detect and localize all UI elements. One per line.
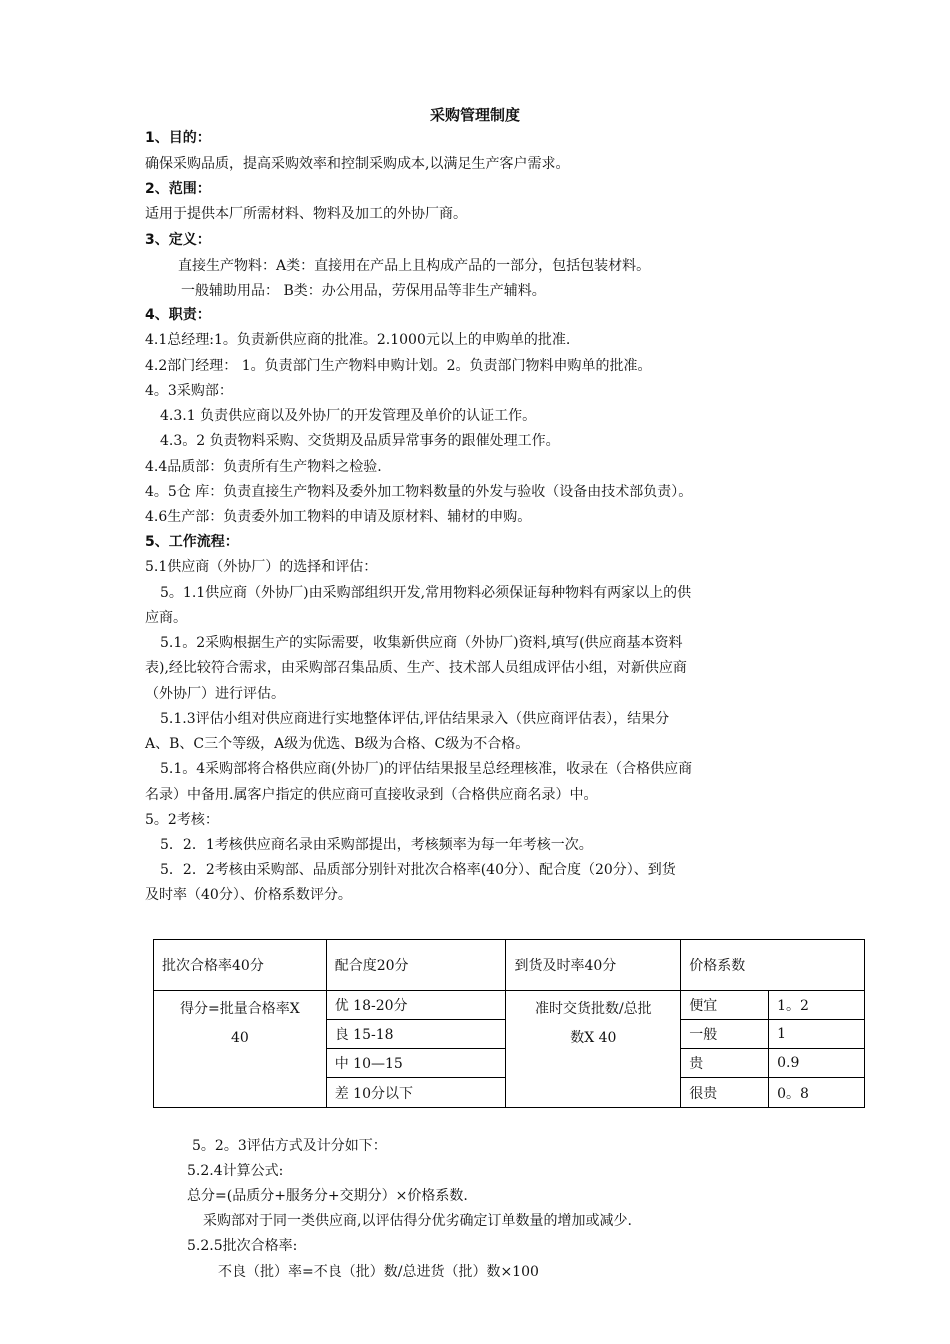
formula-line: 准时交货批数/总批	[534, 1001, 652, 1017]
section-heading-scope: 2、范围：	[145, 181, 211, 197]
evaluation-table	[153, 939, 865, 1108]
paragraph: 不良（批）率=不良（批）数/总进货（批）数×100	[218, 1264, 539, 1280]
section-heading-workflow: 5、工作流程：	[145, 534, 239, 550]
table-row	[154, 991, 865, 1020]
paragraph: 4.3.1 负责供应商以及外协厂的开发管理及单价的认证工作。	[160, 408, 537, 424]
table-header-cell: 配合度20分	[326, 940, 506, 991]
table-header-cell: 价格系数	[681, 940, 865, 991]
table-cell: 良 15-18	[326, 1020, 506, 1049]
paragraph: 4.6生产部：负责委外加工物料的申请及原材料、辅材的申购。	[145, 509, 532, 525]
paragraph: 总分=(品质分+服务分+交期分）×价格系数.	[187, 1188, 468, 1204]
table-cell: 优 18-20分	[326, 991, 506, 1020]
paragraph: 5．2．1考核供应商名录由采购部提出，考核频率为每一年考核一次。	[160, 837, 593, 853]
paragraph: 名录）中备用.属客户指定的供应商可直接收录到（合格供应商名录）中。	[145, 787, 598, 803]
paragraph: 5.2.5批次合格率:	[187, 1238, 298, 1254]
table-header-row	[154, 940, 865, 991]
section-heading-definition: 3、定义：	[145, 232, 211, 248]
paragraph: 5。2。3评估方式及计分如下：	[192, 1138, 387, 1154]
table-cell: 便宜	[681, 991, 769, 1020]
paragraph: 5．2．2考核由采购部、品质部分别针对批次合格率(40分）、配合度（20分）、到货	[160, 862, 676, 878]
paragraph: 直接生产物料：A类：直接用在产品上且构成产品的一部分，包括包装材料。	[178, 258, 651, 274]
paragraph: 应商。	[145, 610, 187, 626]
section-heading-purpose: 1、目的：	[145, 130, 211, 146]
table-header-cell: 批次合格率40分	[154, 940, 327, 991]
table-cell: 0。8	[769, 1078, 865, 1108]
paragraph: 4.1总经理:1。负责新供应商的批准。2.1000元以上的申购单的批准.	[145, 332, 571, 348]
paragraph: 5.1.3评估小组对供应商进行实地整体评估,评估结果录入（供应商评估表），结果分	[160, 711, 670, 727]
paragraph: 4.2部门经理： 1。负责部门生产物料申购计划。2。负责部门物料申购单的批准。	[145, 358, 652, 374]
paragraph: 5.1供应商（外协厂）的选择和评估：	[145, 559, 378, 575]
paragraph: 5。2考核：	[145, 812, 219, 828]
table-cell: 1。2	[769, 991, 865, 1020]
table-cell: 中 10—15	[326, 1049, 506, 1078]
paragraph: （外协厂）进行评估。	[145, 686, 285, 702]
paragraph: 5。1.1供应商（外协厂)由采购部组织开发,常用物料必须保证每种物料有两家以上的供	[160, 585, 692, 601]
paragraph: 确保采购品质，提高采购效率和控制采购成本,以满足生产客户需求。	[145, 156, 570, 172]
table-cell-formula	[154, 991, 327, 1108]
paragraph: 4.3。2 负责物料采购、交货期及品质异常事务的跟催处理工作。	[160, 433, 560, 449]
table-cell: 差 10分以下	[326, 1078, 506, 1108]
paragraph: 5.2.4计算公式:	[187, 1163, 284, 1179]
paragraph: 表),经比较符合需求，由采购部召集品质、生产、技术部人员组成评估小组，对新供应商	[145, 660, 687, 676]
paragraph: 适用于提供本厂所需材料、物料及加工的外协厂商。	[145, 206, 467, 222]
document-title: 采购管理制度	[429, 106, 520, 124]
paragraph: 采购部对于同一类供应商,以评估得分优劣确定订单数量的增加或减少.	[203, 1213, 632, 1229]
section-heading-duties: 4、职责：	[145, 307, 211, 323]
formula-line: 得分=批量合格率X	[180, 1001, 300, 1017]
formula-line: 40	[230, 1030, 249, 1046]
table-header-cell: 到货及时率40分	[506, 940, 681, 991]
paragraph: 及时率（40分）、价格系数评分。	[145, 887, 352, 903]
paragraph: 4。5仓 库：负责直接生产物料及委外加工物料数量的外发与验收（设备由技术部负责）。	[145, 484, 693, 500]
paragraph: 一般辅助用品： B类：办公用品，劳保用品等非生产辅料。	[181, 283, 546, 299]
paragraph: 4。3采购部：	[145, 383, 233, 399]
table-cell: 一般	[681, 1020, 769, 1049]
paragraph: 5.1。4采购部将合格供应商(外协厂)的评估结果报呈总经理核准，收录在（合格供应商	[160, 761, 693, 777]
paragraph: A、B、C三个等级，A级为优选、B级为合格、C级为不合格。	[145, 736, 530, 752]
table-cell: 贵	[681, 1049, 769, 1078]
table-cell-formula	[506, 991, 681, 1108]
formula-line: 数X 40	[570, 1030, 617, 1046]
table-cell: 很贵	[681, 1078, 769, 1108]
table-cell: 1	[769, 1020, 865, 1049]
paragraph: 5.1。2采购根据生产的实际需要，收集新供应商（外协厂)资料,填写(供应商基本资料	[160, 635, 683, 651]
paragraph: 4.4品质部：负责所有生产物料之检验.	[145, 459, 382, 475]
table-cell: 0.9	[769, 1049, 865, 1078]
